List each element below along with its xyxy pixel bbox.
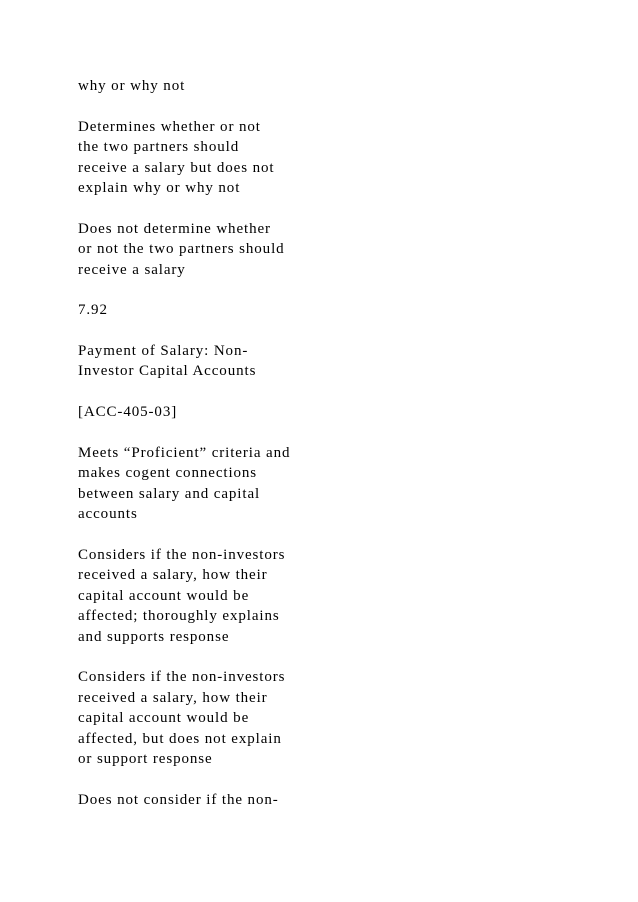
- paragraph-determines-salary: [78, 117, 378, 199]
- text-line: receive a salary but does not: [78, 159, 275, 176]
- text-line: Meets “Proficient” criteria and: [78, 445, 291, 462]
- course-code: [ACC-405-03]: [78, 404, 178, 421]
- paragraph-why-or-why-not: [78, 76, 378, 96]
- text-line: the two partners should: [78, 139, 240, 156]
- paragraph-score: [78, 300, 378, 320]
- text-line: Investor Capital Accounts: [78, 363, 257, 380]
- paragraph-does-not-determine: [78, 219, 378, 280]
- paragraph-criterion-title: [78, 341, 378, 382]
- text-line: received a salary, how their: [78, 689, 268, 706]
- text-line: Determines whether or not: [78, 118, 261, 135]
- text-line: between salary and capital: [78, 485, 261, 502]
- text-line: or support response: [78, 750, 213, 767]
- text-line: explain why or why not: [78, 179, 241, 196]
- text-line: capital account would be: [78, 710, 250, 727]
- score-value: 7.92: [78, 302, 108, 319]
- text-line: and supports response: [78, 628, 230, 645]
- document-body: [78, 76, 378, 830]
- text-line: Does not determine whether: [78, 220, 271, 237]
- text-line: affected; thoroughly explains: [78, 608, 280, 625]
- paragraph-needs-improvement: [78, 667, 378, 769]
- text-line: affected, but does not explain: [78, 730, 282, 747]
- text-line: or not the two partners should: [78, 241, 285, 258]
- text-line: Considers if the non-investors: [78, 546, 286, 563]
- text-line: receive a salary: [78, 261, 186, 278]
- text-line: Payment of Salary: Non-: [78, 343, 249, 360]
- text-line: Considers if the non-investors: [78, 669, 286, 686]
- paragraph-proficient: [78, 545, 378, 647]
- text-line: why or why not: [78, 78, 186, 94]
- paragraph-course-code: [78, 402, 378, 422]
- paragraph-exemplary: [78, 443, 378, 525]
- text-line: accounts: [78, 506, 138, 523]
- text-line: Does not consider if the non-: [78, 791, 279, 808]
- text-line: makes cogent connections: [78, 465, 258, 482]
- paragraph-not-evident: [78, 790, 378, 810]
- text-line: capital account would be: [78, 587, 250, 604]
- text-line: received a salary, how their: [78, 567, 268, 584]
